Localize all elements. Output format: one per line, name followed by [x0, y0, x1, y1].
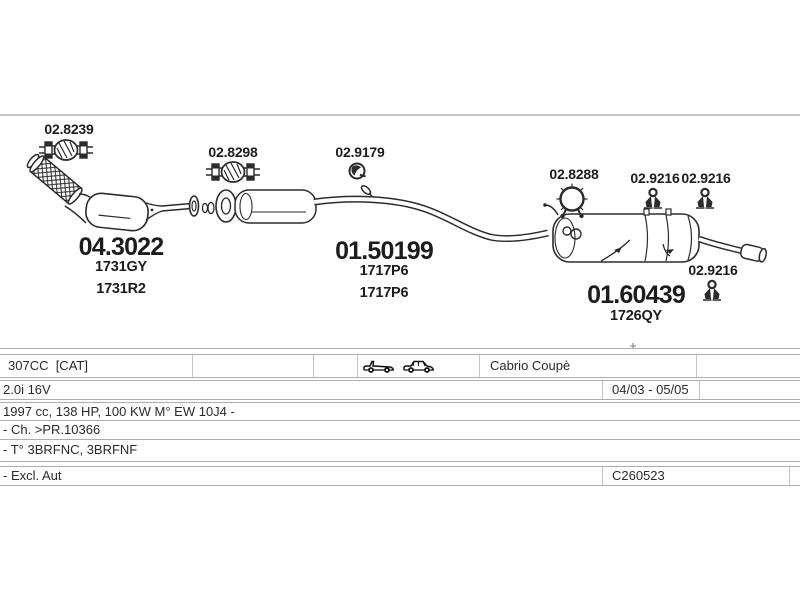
model-cell: 307CC [CAT]: [0, 355, 193, 377]
coupe-car-icon: [402, 358, 436, 374]
part-code: 1731R2: [96, 281, 146, 297]
ring-hanger-icon: [350, 164, 366, 179]
part-code: 1717P6: [359, 285, 409, 301]
part-number[interactable]: 02.8239: [44, 121, 94, 137]
centre-silencer-drawing: [203, 190, 317, 223]
body-style-cell: Cabrio Coupè: [480, 355, 697, 377]
doc-code-cell: C260523: [603, 467, 790, 485]
ring-clamp-icon: [557, 184, 588, 219]
body-style-icons-cell: [358, 355, 480, 377]
table-row-exclusion: [0, 466, 800, 486]
empty-cell: [697, 355, 800, 377]
table-row-note-type: [0, 440, 800, 462]
band-clamp-icon: [39, 140, 93, 160]
flex-pipe-drawing: [28, 154, 84, 205]
intermediate-pipe-drawing: [314, 199, 548, 238]
band-clamp-icon: [206, 162, 260, 182]
empty-cell: [193, 355, 314, 377]
note-chassis-cell: - Ch. >PR.10366: [3, 422, 101, 437]
part-number[interactable]: 02.8288: [549, 166, 599, 182]
rubber-hanger-icon: [696, 189, 714, 208]
table-row-engine-spec: [0, 402, 800, 421]
empty-cell: [314, 355, 358, 377]
tail-pipe-drawing: [699, 239, 767, 263]
exclusion-cell: - Excl. Aut: [0, 467, 603, 485]
rubber-hanger-icon: [703, 281, 721, 300]
part-code: 1731GY: [94, 259, 148, 275]
table-top-divider: [0, 348, 800, 349]
part-number[interactable]: 02.8298: [208, 144, 258, 160]
part-number[interactable]: 02.9216: [688, 262, 738, 278]
table-row-engine: [0, 380, 800, 400]
part-number-main[interactable]: 01.60439: [587, 281, 685, 309]
engine-cell: 2.0i 16V: [0, 381, 603, 399]
engine-spec-cell: 1997 cc, 138 HP, 100 KW M° EW 10J4 -: [3, 404, 235, 419]
table-row-model: [0, 354, 800, 378]
cabrio-car-icon: [362, 358, 396, 374]
part-number[interactable]: 02.9216: [630, 170, 680, 186]
period-cell: 04/03 - 05/05: [603, 381, 700, 399]
rubber-hanger-icon: [644, 189, 662, 208]
empty-cell: [790, 467, 800, 485]
part-number-main[interactable]: 04.3022: [78, 233, 164, 261]
part-number[interactable]: 02.9216: [681, 170, 731, 186]
part-number[interactable]: 02.9179: [335, 144, 385, 160]
part-number-main[interactable]: 01.50199: [335, 237, 433, 265]
table-row-note-chassis: [0, 421, 800, 440]
part-code: 1717P6: [359, 263, 409, 279]
front-pipe-catalyst-drawing: [26, 153, 199, 232]
part-code: 1726QY: [609, 308, 663, 324]
note-type-cell: - T° 3BRFNC, 3BRFNF: [3, 442, 138, 457]
empty-cell: [700, 381, 800, 399]
catalyst-body-drawing: [84, 192, 149, 232]
rear-silencer-drawing: [543, 203, 699, 262]
